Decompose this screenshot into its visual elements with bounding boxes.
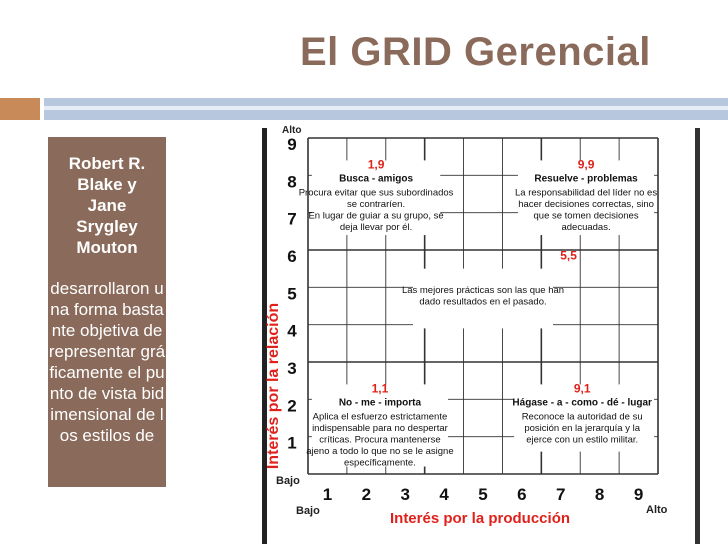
style-code: 1,9: [367, 157, 385, 172]
style-description-line: ajeno a todo lo que no se le asigne: [306, 446, 454, 458]
y-axis-low-label: Bajo: [276, 475, 300, 487]
style-description-line: indispensable para no despertar: [312, 423, 448, 435]
managerial-grid-diagram: [265, 124, 688, 534]
x-tick-label: 2: [361, 485, 372, 504]
style-description-line: Las mejores prácticas son las que han: [401, 284, 565, 296]
style-code: 9,9: [577, 157, 595, 172]
style-description-line: específicamente.: [344, 457, 416, 469]
style-description-line: Aplica el esfuerzo estrictamente: [312, 411, 448, 423]
style-description-line: deja llevar por él.: [339, 222, 413, 234]
style-description-line: En lugar de guiar a su grupo, se: [308, 210, 444, 222]
x-axis-label: Interés por la producción: [389, 510, 571, 527]
y-tick-label: 4: [287, 321, 297, 341]
y-tick-label: 2: [287, 396, 297, 416]
x-tick-label: 8: [594, 485, 605, 504]
x-tick-label: 6: [517, 485, 527, 504]
style-description-line: adecuadas.: [561, 222, 611, 234]
style-description-line: dado resultados en el pasado.: [419, 296, 547, 308]
style-name: Resuelve - problemas: [534, 173, 638, 185]
x-tick-label: 9: [633, 485, 644, 504]
y-axis-high-label: Alto: [282, 125, 302, 136]
y-tick-label: 8: [287, 172, 297, 192]
style-name: Busca - amigos: [339, 173, 414, 185]
author-names: Robert R. Blake y Jane Srygley Mouton: [68, 154, 146, 257]
decor-band-left: [0, 98, 40, 120]
style-code: 1,1: [371, 381, 389, 396]
style-description-line: que se tomen decisiones: [533, 210, 639, 222]
style-description-line: hacer decisiones correctas, sino: [518, 199, 654, 211]
x-tick-label: 7: [556, 485, 566, 504]
style-description-line: ejerce con un estilo militar.: [526, 434, 639, 446]
x-tick-label: 1: [322, 485, 333, 504]
style-name: Hágase - a - como - dé - lugar: [512, 397, 652, 409]
x-axis-low-label: Bajo: [296, 505, 320, 517]
style-code: 5,5: [560, 248, 577, 263]
style-description-line: Reconoce la autoridad de su: [521, 411, 643, 423]
x-tick-label: 3: [400, 485, 410, 504]
y-tick-label: 7: [287, 209, 297, 229]
style-description-line: posición en la jerarquía y la: [524, 423, 640, 435]
style-description-line: La responsabilidad del líder no es: [515, 187, 658, 199]
x-tick-labels: [323, 485, 644, 504]
x-axis-high-label: Alto: [646, 504, 668, 516]
slide-title: El GRID Gerencial: [300, 30, 651, 74]
y-tick-label: 1: [287, 433, 297, 453]
y-axis-label: Interés por la relación: [265, 302, 282, 470]
y-tick-label: 9: [287, 135, 297, 154]
style-description-line: se contraríen.: [347, 199, 406, 211]
style-code: 9,1: [573, 381, 591, 396]
author-box: [48, 137, 166, 487]
style-description-line: Procura evitar que sus subordinados: [298, 187, 454, 199]
style-name: No - me - importa: [338, 397, 422, 409]
y-tick-label: 6: [287, 247, 297, 266]
y-tick-label: 3: [287, 359, 297, 378]
x-tick-label: 5: [478, 485, 488, 504]
y-tick-labels: [287, 135, 297, 453]
y-tick-label: 5: [287, 284, 297, 304]
author-description: desarrollaron una forma bastante objetiva de representar gráficamente el punto de vista bidimensional de los estilos de: [48, 279, 166, 445]
decor-band-line: [44, 106, 728, 110]
x-tick-label: 4: [439, 485, 449, 504]
style-description-line: críticas. Procura mantenerse: [319, 434, 441, 446]
